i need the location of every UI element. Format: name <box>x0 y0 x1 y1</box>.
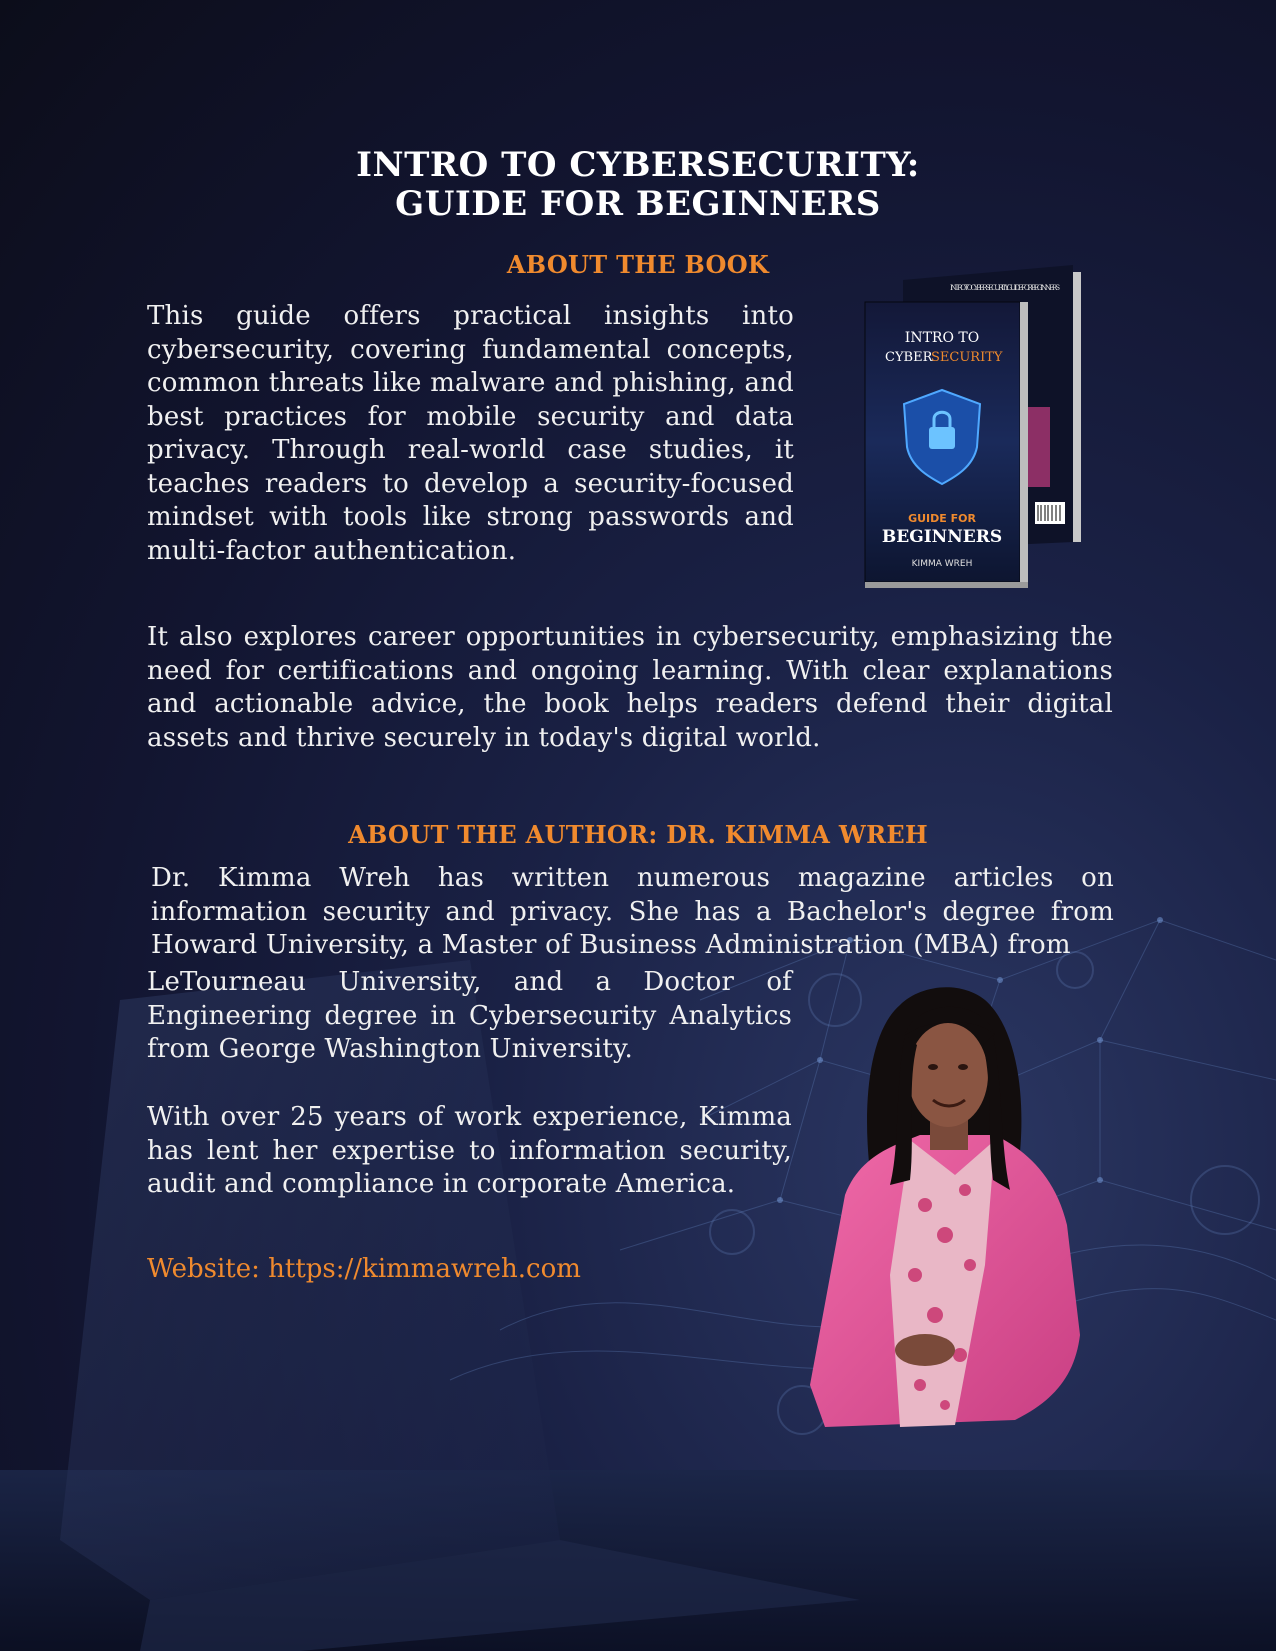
about-author-paragraph-2: With over 25 years of work experience, Kimma has lent her expertise to information security, audit and compliance in corporate America. <box>147 1102 792 1199</box>
about-author-heading: ABOUT THE AUTHOR: DR. KIMMA WREH <box>348 820 928 849</box>
cover-title-line1: INTRO TO <box>904 330 980 346</box>
about-author-paragraph-1-continued: LeTourneau University, and a Doctor of Engineering degree in Cybersecurity Analytics from George Washington University. <box>147 967 792 1064</box>
title-line-2: GUIDE FOR BEGINNERS <box>395 184 881 224</box>
cover-subtitle-line1: GUIDE FOR <box>908 512 976 525</box>
about-book-heading: ABOUT THE BOOK <box>506 250 770 279</box>
book-cover-image <box>855 262 1095 594</box>
back-book-title: INTRO TO CYBERSECURITY: GUIDE FOR BEGINNERS <box>950 284 1060 292</box>
cover-author: KIMMA WREH <box>911 559 973 569</box>
author-photo <box>805 975 1105 1427</box>
about-book-paragraph-2: It also explores career opportunities in cybersecurity, emphasizing the need for certifications and ongoing learning. With clear explanations and actionable advice, the book helps readers defend their digital assets and thrive securely in today's digital world. <box>147 622 1113 753</box>
about-book-paragraph-1: This guide offers practical insights into cybersecurity, covering fundamental concepts, common threats like malware and phishing, and best practices for mobile security and data privacy. Through real-world case studies, it teaches readers to develop a security-focused mindset with tools like strong passwords and multi-factor authentication. <box>147 301 794 566</box>
about-author-paragraph-1: Dr. Kimma Wreh has written numerous magazine articles on information security and privacy. She has a Bachelor's degree from Howard University, a Master of Business Administration (MBA) from <box>151 863 1114 960</box>
title-line-1: INTRO TO CYBERSECURITY: <box>356 145 920 185</box>
cover-subtitle-line2: BEGINNERS <box>881 527 1003 547</box>
website-link[interactable]: Website: https://kimmawreh.com <box>147 1254 581 1284</box>
cover-title-security: SECURITY <box>931 350 1003 365</box>
page-title <box>0 146 1276 224</box>
cover-title-cyber: CYBER <box>885 350 933 365</box>
